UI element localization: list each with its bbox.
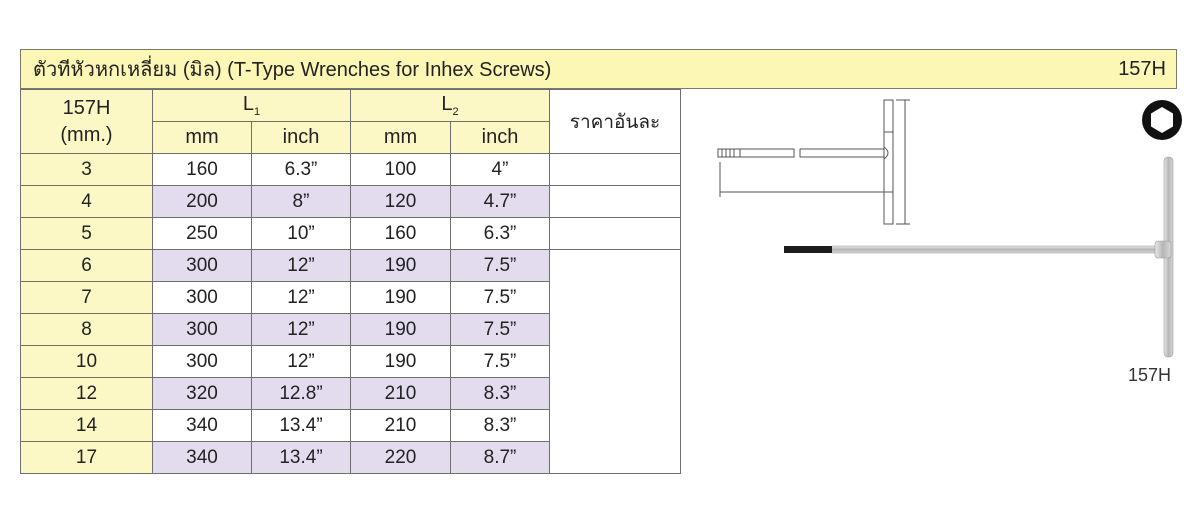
size-cell: 12 (21, 378, 153, 410)
subheader-l1-mm: mm (153, 122, 252, 154)
l1-mm-cell: 340 (153, 442, 252, 474)
l1-inch-cell: 13.4” (252, 410, 351, 442)
product-code: 157H (1118, 57, 1166, 80)
l1-inch-cell: 8” (252, 186, 351, 218)
hexagon-icon (1142, 100, 1182, 140)
l2-mm-cell: 120 (351, 186, 451, 218)
l2-inch-cell: 8.3” (451, 378, 550, 410)
l1-mm-cell: 300 (153, 250, 252, 282)
size-cell: 17 (21, 442, 153, 474)
l2-mm-cell: 210 (351, 378, 451, 410)
l1-header: $L_1$ (153, 90, 351, 122)
l2-inch-cell: 7.5” (451, 282, 550, 314)
l1-mm-cell: 340 (153, 410, 252, 442)
l1-inch-cell: 12” (252, 346, 351, 378)
l2-inch-cell: 7.5” (451, 314, 550, 346)
l2-inch-cell: 8.3” (451, 410, 550, 442)
l2-inch-cell: 6.3” (451, 218, 550, 250)
l1-inch-cell: 12” (252, 314, 351, 346)
table-row (21, 250, 681, 282)
l1-mm-cell: 160 (153, 154, 252, 186)
l2-mm-cell: 190 (351, 346, 451, 378)
l1-inch-cell: 6.3” (252, 154, 351, 186)
table-row (21, 186, 681, 218)
l1-mm-cell: 250 (153, 218, 252, 250)
l2-inch-cell: 4.7” (451, 186, 550, 218)
price-cell (550, 250, 681, 474)
size-cell: 10 (21, 346, 153, 378)
l2-mm-cell: 220 (351, 442, 451, 474)
size-cell: 4 (21, 186, 153, 218)
title-bar (20, 49, 1177, 89)
size-cell: 7 (21, 282, 153, 314)
l2-inch-cell: 8.7” (451, 442, 550, 474)
l1-mm-cell: 300 (153, 282, 252, 314)
dimension-drawing (718, 100, 910, 224)
subheader-l2-mm: mm (351, 122, 451, 154)
model-caption: 157H (1128, 365, 1172, 385)
l2-mm-cell: 190 (351, 314, 451, 346)
l2-mm-cell: 160 (351, 218, 451, 250)
price-cell (550, 154, 681, 186)
l1-inch-cell: 12” (252, 250, 351, 282)
l2-mm-cell: 100 (351, 154, 451, 186)
subheader-l2-inch: inch (451, 122, 550, 154)
l1-mm-cell: 300 (153, 346, 252, 378)
table-row (21, 154, 681, 186)
l2-inch-cell: 4” (451, 154, 550, 186)
size-cell: 8 (21, 314, 153, 346)
l2-mm-cell: 190 (351, 282, 451, 314)
size-cell: 14 (21, 410, 153, 442)
size-cell: 5 (21, 218, 153, 250)
t-wrench-illustration (700, 92, 1185, 392)
l1-inch-cell: 10” (252, 218, 351, 250)
l2-inch-cell: 7.5” (451, 250, 550, 282)
t-wrench-photo (784, 157, 1173, 357)
l1-mm-cell: 320 (153, 378, 252, 410)
l1-mm-cell: 200 (153, 186, 252, 218)
size-cell: 3 (21, 154, 153, 186)
l1-mm-cell: 300 (153, 314, 252, 346)
table-row (21, 218, 681, 250)
l2-mm-cell: 190 (351, 250, 451, 282)
size-header-model: 157H (62, 96, 111, 119)
page-title: ตัวทีหัวหกเหลี่ยม (มิล) (T-Type Wrenches for Inhex Screws) (33, 59, 552, 81)
l2-header: $L_2$ (351, 90, 550, 122)
l1-inch-cell: 12.8” (252, 378, 351, 410)
subheader-l1-inch: inch (252, 122, 351, 154)
l1-inch-cell: 13.4” (252, 442, 351, 474)
size-cell: 6 (21, 250, 153, 282)
price-cell (550, 186, 681, 218)
l1-inch-cell: 12” (252, 282, 351, 314)
price-cell (550, 218, 681, 250)
l2-mm-cell: 210 (351, 410, 451, 442)
spec-table (20, 89, 681, 474)
price-header: ราคาอันละ (550, 90, 681, 154)
l2-inch-cell: 7.5” (451, 346, 550, 378)
size-header (21, 90, 153, 154)
size-header-unit: (mm.) (60, 123, 113, 146)
